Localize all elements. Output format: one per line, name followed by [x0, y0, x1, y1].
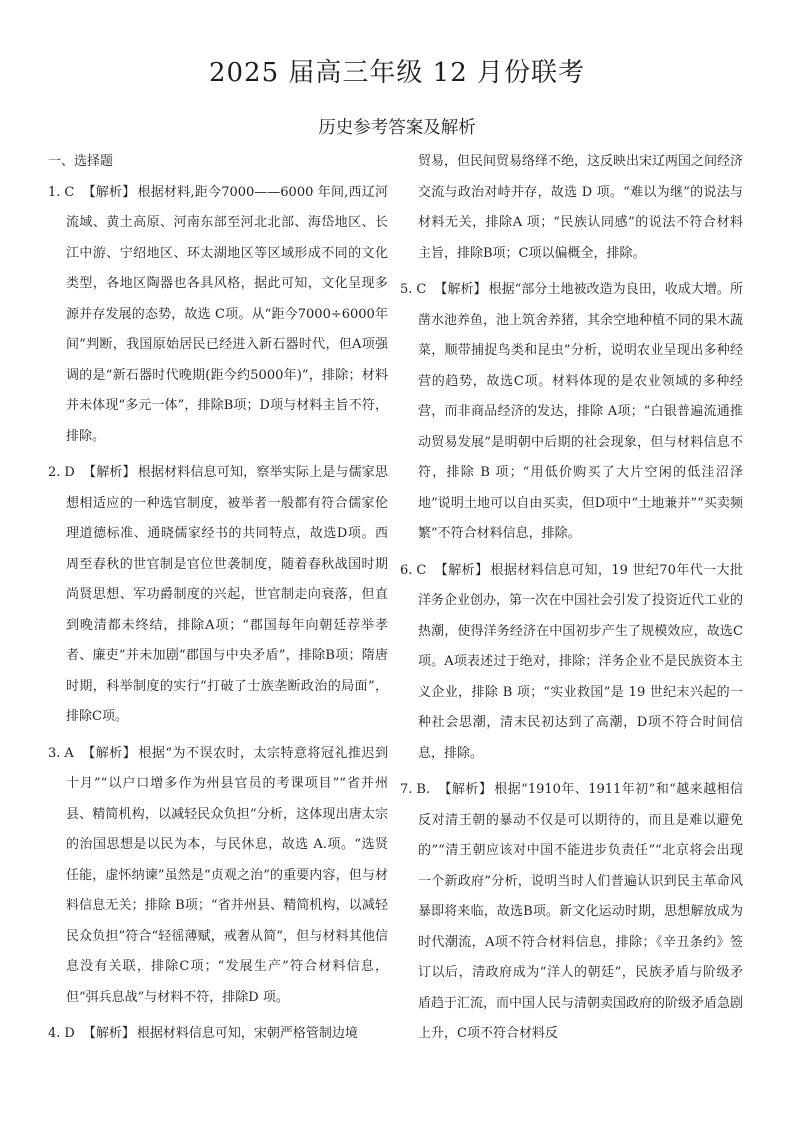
question-4-continued: 贸易，但民间贸易络绎不绝，这反映出宋辽两国之间经济交流与政治对峙并存，故选 D 项。“难以为继”的说法与材料无关，排除A 项；“民族认同感”的说法不符合材料主旨，排除B项；C项以偏概全，排除。 — [418, 154, 744, 261]
question-7 — [400, 775, 743, 1050]
page-title: 2025 届高三年级 12 月份联考 — [208, 58, 586, 88]
question-analysis: 根据“部分土地被改造为良田，收成大增。所凿水池养鱼，池上筑舍养猪，其余空地种植不同的果木蔬菜，顺带捕捉鸟类和昆虫”分析，说明农业呈现出多种经营的趋势，故选C项。材料体现的是农业领域的多种经营，而非商品经济的发达，排除 A项；“白银普遍流通推动贸易发展”是明朝中后期的社会现象，但与材料信息不符，排除 B 项；“用低价购买了大片空闲的低洼沼泽地”说明土地可以自由买卖，但D项中“土地兼并”“买卖频繁”不符合材料信息，排除。 — [418, 282, 744, 541]
question-answer: A — [64, 745, 74, 761]
analysis-tag: 【解析】 — [434, 562, 489, 578]
question-analysis: 根据“为不误农时，太宗特意将冠礼推迟到十月”“以户口增多作为州县官员的考课项目”“省并州县、精简机构，以减轻民众负担”分析，这体现出唐太宗的治国思想是以民为本，与民休息，故选 A.项。“选贤任能，虚怀纳谏”虽然是“贞观之治”的重要内容，但与材料信息无关；排除 B项；“省并州县、精简机构，以减轻民众负担”符合“轻徭薄赋，戒奢从简”，但与材料其他信息没有关联，排除C项；“发展生产”符合材料信息，但“弭兵息战”与材料不符，排除D 项。 — [66, 745, 388, 1005]
analysis-tag: 【解析】 — [438, 782, 493, 797]
question-answer: C — [416, 282, 427, 297]
question-analysis: 根据材料信息可知，宋朝严格管制边境 — [136, 1026, 358, 1041]
question-4 — [48, 1019, 388, 1050]
question-answer: D — [64, 1026, 75, 1041]
question-analysis: 根据“1910年、1911年初”和“越来越相信反对清王朝的暴动不仅是可以期待的，而且是难以避免的”“清王朝应该对中国不能进步负责任”“北京将会出现一个新政府”分析，说明当时人们普遍认识到民主革命风暴即将来临，故选B项。新文化运动时期，思想解放成为时代潮流，A项不符合材料信息，排除；《辛丑条约》签订以后，清政府成为“洋人的朝廷”，民族矛盾与阶级矛盾趋于汇流，而中国人民与清朝卖国政府的阶级矛盾急剧上升，C项不符合材料反 — [418, 782, 744, 1041]
question-answer: B. — [416, 782, 431, 797]
question-number: 5. — [400, 282, 413, 297]
question-answer: C — [64, 184, 75, 200]
question-number: 3. — [48, 745, 61, 761]
question-answer: C — [416, 562, 427, 578]
right-column — [400, 147, 743, 1050]
section-heading: 一、选择题 — [48, 154, 114, 169]
analysis-tag: 【解析】 — [82, 465, 136, 480]
question-number: 7. — [400, 782, 413, 797]
question-3 — [48, 739, 388, 1014]
question-number: 2. — [48, 465, 61, 480]
question-analysis: 根据材料,距今7000——6000 年间,西辽河流域、黄土高原、河南东部至河北北部、海岱地区、长江中游、宁绍地区、环太湖地区等区域形成不同的文化类型，各地区陶器也各具风格，据此可知，文化呈现多源并存发展的态势，故选 C项。从“距今7000÷6000年间”判断，我国原始居民已经进入新石器时代，但A项强调的是“新石器时代晚期(距今约5000年)”，排除；材料并未体现“多元一体”，排除B项；D项与材料主旨不符，排除。 — [66, 184, 388, 444]
left-column — [48, 147, 388, 1050]
question-6 — [400, 556, 743, 770]
question-analysis: 根据材料信息可知，察举实际上是与儒家思想相适应的一种选官制度，被举者一般都有符合儒家伦理道德标准、通晓儒家经书的共同特点，故选D项。西周至春秋的世官制是官位世袭制度，随着春秋战国时期尚贤思想、军功爵制度的兴起，世官制走向衰落，但直到晚清都未终结，排除A项；“郡国每年向朝廷荐举孝者、廉吏”并未加剧“郡国与中央矛盾”，排除B项；隋唐时期，科举制度的实行“打破了士族垄断政治的局面”，排除C项。 — [66, 465, 388, 724]
question-2 — [48, 458, 388, 733]
analysis-tag: 【解析】 — [81, 745, 137, 761]
analysis-tag: 【解析】 — [82, 184, 136, 200]
question-number: 1. — [48, 184, 61, 200]
page-subtitle: 历史参考答案及解析 — [318, 118, 476, 138]
question-1 — [48, 178, 388, 453]
analysis-tag: 【解析】 — [434, 282, 487, 297]
question-analysis: 根据材料信息可知，19 世纪70年代一大批洋务企业创办，第一次在中国社会引发了投资近代工业的热潮，使得洋务经济在中国初步产生了规模效应，故选C项。A项表述过于绝对，排除；洋务企业不是民族资本主义企业，排除 B 项；“实业救国”是 19 世纪末兴起的一种社会思潮，清末民初达到了高潮，D项不符合时间信息，排除。 — [418, 562, 744, 761]
question-answer: D — [64, 465, 75, 480]
question-number: 6. — [400, 562, 413, 578]
analysis-tag: 【解析】 — [82, 1026, 135, 1041]
question-5 — [400, 275, 743, 550]
question-number: 4. — [48, 1026, 61, 1041]
